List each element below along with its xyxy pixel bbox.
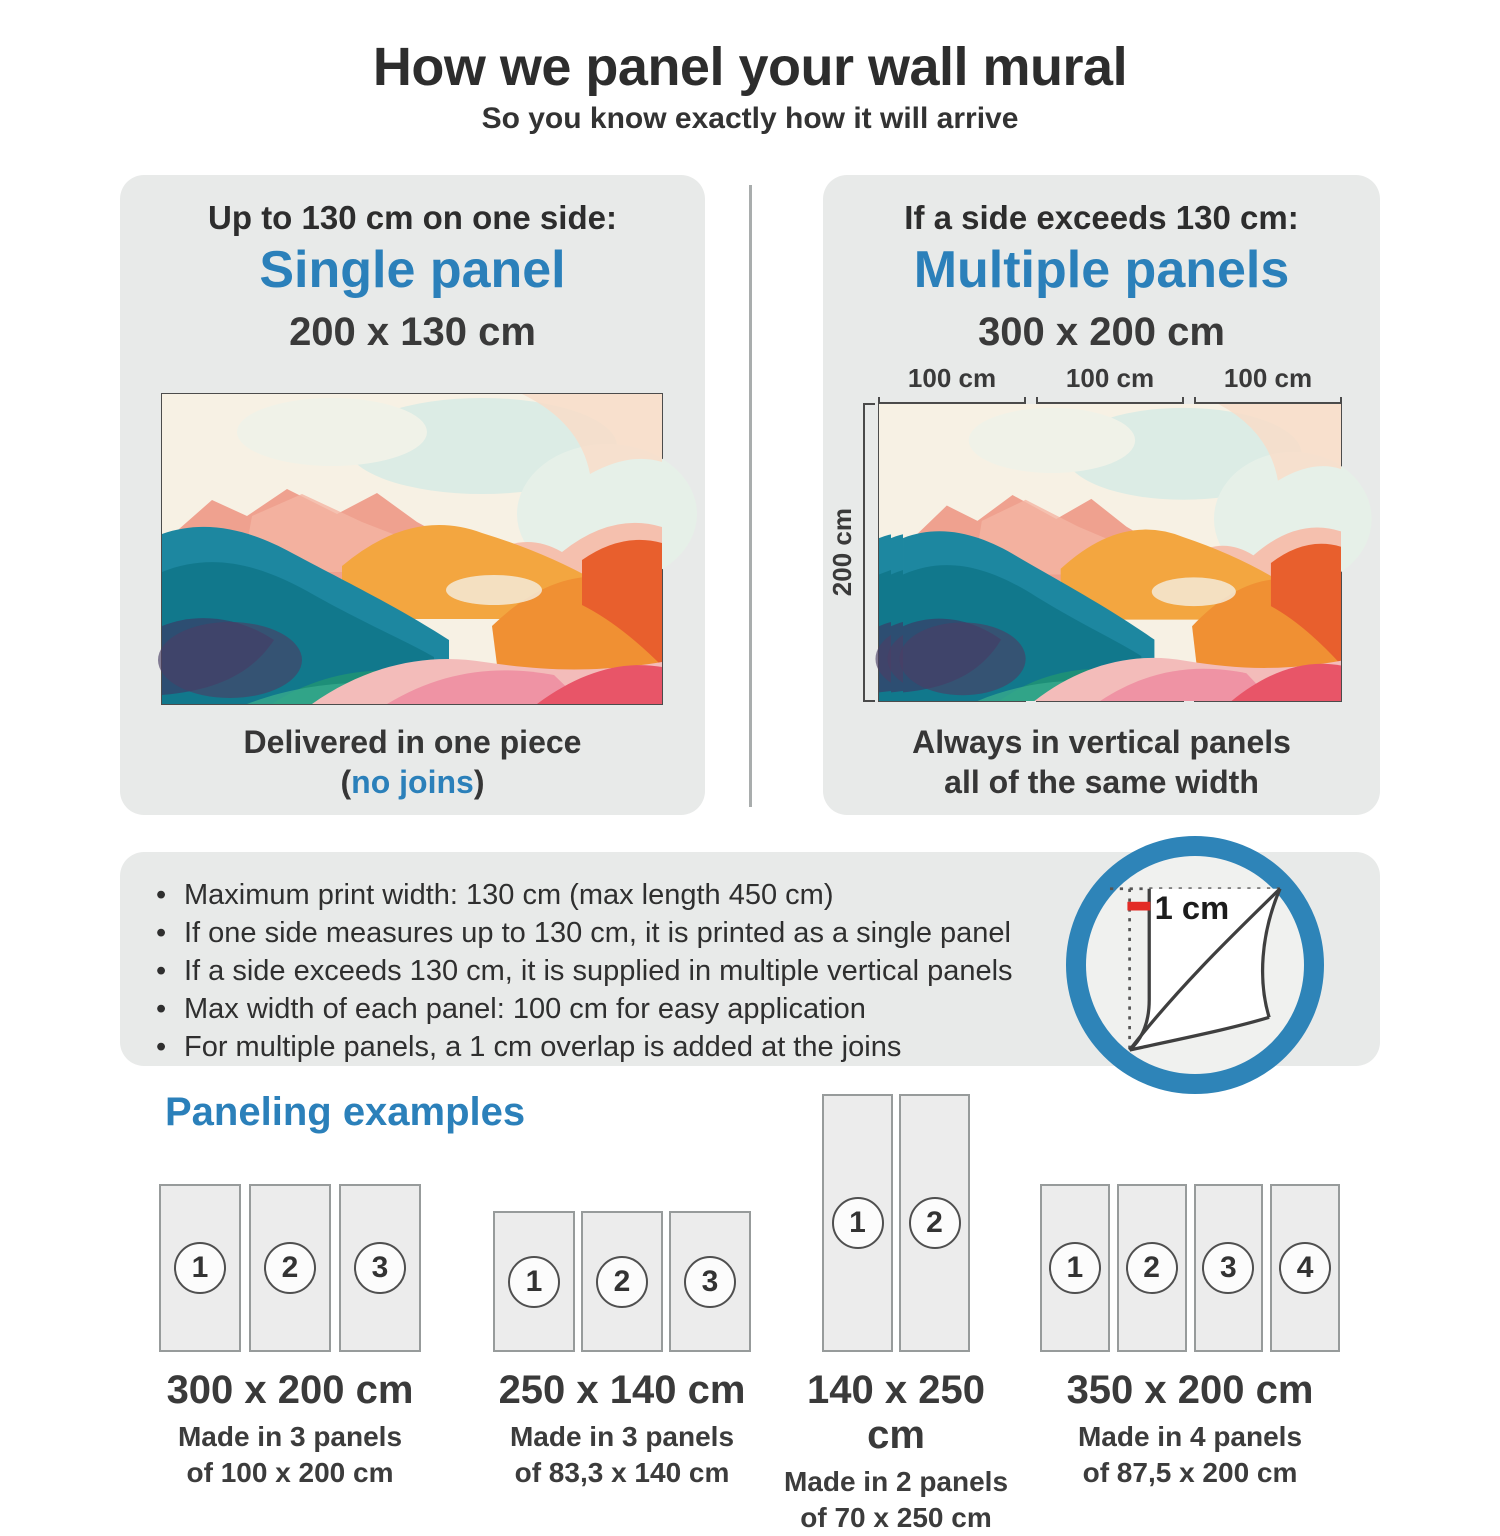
paren-open: (	[340, 764, 352, 800]
page-title: How we panel your wall mural	[372, 37, 1128, 97]
paren-close: )	[473, 764, 485, 800]
example-size: 140 x 250 cm	[807, 1368, 985, 1457]
example-panel	[1194, 1184, 1264, 1352]
info-bullet: • If one side measures up to 130 cm, it is printed as a single panel	[156, 914, 1380, 952]
example-detail-line1: Made in 3 panels	[177, 1421, 403, 1452]
boxes-divider	[749, 185, 752, 807]
example-size: 300 x 200 cm	[166, 1368, 414, 1412]
paneling-example	[776, 1094, 1016, 1536]
example-detail-line2: of 100 x 200 cm	[186, 1457, 394, 1488]
width-label-cell	[1036, 363, 1184, 404]
panel-number-badge: 2	[1126, 1242, 1178, 1294]
mural-artwork-slice-3	[1195, 404, 1341, 701]
multiple-panels-box	[823, 175, 1380, 815]
paneling-examples-heading: Paneling examples	[165, 1090, 526, 1134]
panel-number-badge: 1	[508, 1256, 560, 1308]
single-panel-caption-line1: Delivered in one piece	[243, 724, 582, 760]
panel-number-badge: 4	[1279, 1242, 1331, 1294]
example-panels-row	[776, 1094, 1016, 1352]
example-panel	[1040, 1184, 1110, 1352]
panel-number-badge: 2	[264, 1242, 316, 1294]
panel-number-badge: 3	[354, 1242, 406, 1294]
example-panel	[899, 1094, 970, 1352]
single-panel-mural-image	[161, 393, 663, 705]
width-labels-row	[878, 363, 1342, 404]
info-bullet: • If a side exceeds 130 cm, it is supplied in multiple vertical panels	[156, 952, 1380, 990]
example-detail-line1: Made in 3 panels	[509, 1421, 735, 1452]
single-panel-caption-line2	[120, 763, 705, 801]
height-ruler	[863, 403, 865, 702]
paneling-example	[140, 1094, 440, 1491]
example-detail-line1: Made in 4 panels	[1077, 1421, 1303, 1452]
example-detail-line1: Made in 2 panels	[783, 1466, 1009, 1497]
multiple-panels-caption-line1: Always in vertical panels	[912, 724, 1291, 760]
overlap-badge	[1066, 836, 1324, 1094]
example-detail-line2: of 83,3 x 140 cm	[514, 1457, 730, 1488]
width-label-text: 100 cm	[1065, 363, 1155, 393]
one-cm-marker	[1127, 902, 1150, 911]
overlap-label-text: 1 cm	[1154, 889, 1230, 927]
width-label-cell	[1194, 363, 1342, 404]
example-panel	[249, 1184, 331, 1352]
panel-number-badge: 3	[1202, 1242, 1254, 1294]
no-joins-highlight: no joins	[351, 764, 474, 800]
single-panel-condition: Up to 130 cm on one side:	[208, 199, 617, 236]
multiple-panels-heading: Multiple panels	[913, 241, 1290, 299]
multiple-panels-size: 300 x 200 cm	[978, 310, 1225, 354]
example-size: 350 x 200 cm	[1066, 1368, 1314, 1412]
example-panels-row	[1040, 1094, 1340, 1352]
mural-artwork	[162, 394, 662, 704]
example-panels-row	[472, 1094, 772, 1352]
height-label	[825, 403, 859, 702]
paneling-example	[1040, 1094, 1340, 1491]
example-panel	[339, 1184, 421, 1352]
info-bullet: • Maximum print width: 130 cm (max length 450 cm)	[156, 876, 1380, 914]
height-label-text: 200 cm	[826, 508, 857, 597]
example-size: 250 x 140 cm	[498, 1368, 746, 1412]
panel-number-badge: 3	[684, 1256, 736, 1308]
example-panel	[581, 1211, 663, 1352]
example-panel	[1270, 1184, 1340, 1352]
info-bullet: • For multiple panels, a 1 cm overlap is added at the joins	[156, 1028, 1380, 1066]
paneling-example	[472, 1094, 772, 1491]
single-panel-box	[120, 175, 705, 815]
example-panel	[1117, 1184, 1187, 1352]
mural-panel-3	[1194, 403, 1342, 702]
panel-number-badge: 1	[832, 1197, 884, 1249]
multiple-panels-condition: If a side exceeds 130 cm:	[904, 199, 1299, 236]
width-label-cell	[878, 363, 1026, 404]
width-label-text: 100 cm	[1223, 363, 1313, 393]
example-panels-row	[140, 1094, 440, 1352]
panel-number-badge: 2	[596, 1256, 648, 1308]
example-detail-line2: of 70 x 250 cm	[800, 1502, 992, 1533]
single-panel-heading: Single panel	[259, 241, 566, 299]
panel-number-badge: 2	[909, 1197, 961, 1249]
multiple-panels-caption-line2: all of the same width	[944, 764, 1259, 800]
example-detail-line2: of 87,5 x 200 cm	[1082, 1457, 1298, 1488]
mural-panels-row	[878, 403, 1342, 702]
single-panel-size: 200 x 130 cm	[289, 310, 536, 354]
panel-number-badge: 1	[174, 1242, 226, 1294]
example-panel	[159, 1184, 241, 1352]
panel-number-badge: 1	[1049, 1242, 1101, 1294]
example-panel	[669, 1211, 751, 1352]
width-label-text: 100 cm	[907, 363, 997, 393]
info-bullet: • Max width of each panel: 100 cm for easy application	[156, 990, 1380, 1028]
page-curl-icon	[1086, 856, 1304, 1074]
example-panel	[493, 1211, 575, 1352]
example-panel	[822, 1094, 893, 1352]
page-subtitle: So you know exactly how it will arrive	[481, 102, 1019, 135]
